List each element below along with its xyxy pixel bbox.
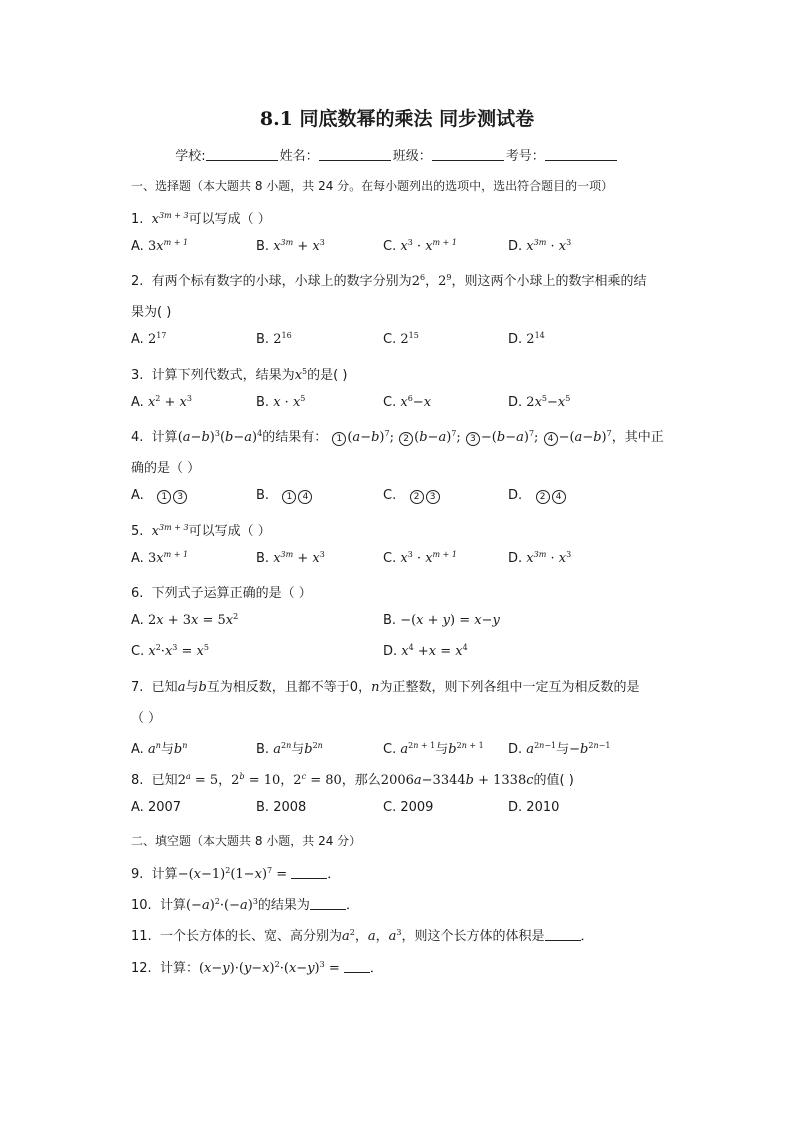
section-choice-header: 一、选择题（本大题共 8 小题，共 24 分。在每小题列出的选项中，选出符合题目的一项） <box>131 179 614 193</box>
q7-option-d[interactable]: D. $a^{2n-1}$与$-b^{2n-1}$ <box>508 741 611 757</box>
q3-option-a[interactable]: A. $x^2 + x^3$ <box>131 394 192 410</box>
question-3: 3. 计算下列代数式，结果为$x^5$的是( ) <box>131 367 348 383</box>
q1-option-d[interactable]: D. $x^{3m} \cdot x^3$ <box>508 238 572 254</box>
q5-option-a[interactable]: A. $3x^{m + 1}$ <box>131 550 189 566</box>
q7-option-b[interactable]: B. $a^{2n}$与$b^{2n}$ <box>256 741 323 757</box>
q8-option-b[interactable]: B. 2008 <box>256 800 307 815</box>
question-8: 8. 已知2$^a$ = 5，2$^b$ = 10，2$^c$ = 80，那么2006a−3344b + 1338c的值( ) <box>131 772 574 788</box>
question-5: 5. $x^{3m + 3}$可以写成（ ） <box>131 523 271 539</box>
q6-option-d[interactable]: D. $x^4 +x = x^4$ <box>383 643 468 659</box>
q5-option-b[interactable]: B. $x^{3m} + x^3$ <box>256 550 325 566</box>
q8-option-a[interactable]: A. 2007 <box>131 800 182 815</box>
q8-option-c[interactable]: C. 2009 <box>383 800 434 815</box>
school-label: 学校: <box>175 149 206 164</box>
q1-option-c[interactable]: C. $x^3 \cdot x^{m + 1}$ <box>383 238 458 254</box>
q2-option-b[interactable]: B. $2^{16}$ <box>256 331 292 347</box>
question-10: 10. 计算$(-a)^2\cdot(-a)^3$的结果为 ． <box>131 897 359 913</box>
question-7-cont: （ ） <box>131 711 162 726</box>
exam-number-blank[interactable] <box>545 147 617 161</box>
q5-option-c[interactable]: C. $x^3 \cdot x^{m + 1}$ <box>383 550 458 566</box>
q2-option-c[interactable]: C. $2^{15}$ <box>383 331 419 347</box>
q6-option-a[interactable]: A. $2x + 3x = 5x^2$ <box>131 612 239 628</box>
student-info-line <box>0 145 794 164</box>
q2-option-d[interactable]: D. $2^{14}$ <box>508 331 545 347</box>
q6-option-c[interactable]: C. $x^2\cdot x^3 = x^5$ <box>131 643 209 659</box>
page-title: 8.1 同底数幂的乘法 同步测试卷 <box>259 108 535 130</box>
q1-option-a[interactable]: A. $3x^{m + 1}$ <box>131 238 189 254</box>
q3-option-d[interactable]: D. $2x^5-x^5$ <box>508 394 571 410</box>
question-2-cont: 果为( ) <box>131 305 172 320</box>
q11-answer-blank[interactable] <box>545 928 581 941</box>
q7-option-a[interactable]: A. $a^n$与$b^n$ <box>131 741 188 757</box>
q2-option-a[interactable]: A. $2^{17}$ <box>131 331 167 347</box>
question-6: 6. 下列式子运算正确的是（ ） <box>131 586 312 601</box>
q7-option-c[interactable]: C. $a^{2n + 1}$与$b^{2n + 1}$ <box>383 741 484 757</box>
q4-option-a[interactable]: A. 1 3 <box>131 488 188 504</box>
q12-answer-blank[interactable] <box>344 960 370 973</box>
school-blank[interactable] <box>206 147 278 161</box>
question-12: 12. 计算：$(x-y)\cdot(y-x)^2\cdot(x-y)^3$ = ． <box>131 960 383 976</box>
question-2: 2. 有两个标有数字的小球，小球上的数字分别为$2^6$，$2^9$，则这两个小球上的数字相乘的结 <box>131 273 647 289</box>
q3-option-c[interactable]: C. $x^6-x$ <box>383 394 432 410</box>
question-7: 7. 已知a与b互为相反数，且都不等于0，n为正整数，则下列各组中一定互为相反数的是 <box>131 680 640 695</box>
q3-option-b[interactable]: B. $x \cdot x^5$ <box>256 394 306 410</box>
question-9: 9. 计算$-(x-1)^2(1-x)^7$ = ． <box>131 866 341 882</box>
q4-option-d[interactable]: D. 2 4 <box>508 488 567 504</box>
question-1: 1. $x^{3m + 3}$可以写成（ ） <box>131 211 271 227</box>
question-4: 4. 计算$(a-b)^3(b-a)^4$的结果有： 1 $(a-b)^7$; 2 $(b-a)^7$; $3 -(b-a)^7$; $4 -(a-b)^7$，其中正 <box>131 429 664 445</box>
name-label: 姓名： <box>279 149 319 164</box>
question-11: 11. 一个长方体的长、宽、高分别为$a^2$，a，$a^3$，则这个长方体的体积是 ． <box>131 928 594 944</box>
question-4-cont: 确的是（ ） <box>131 461 201 476</box>
q5-option-d[interactable]: D. $x^{3m} \cdot x^3$ <box>508 550 572 566</box>
q8-option-d[interactable]: D. 2010 <box>508 800 560 815</box>
name-blank[interactable] <box>319 147 391 161</box>
q4-option-c[interactable]: C. 2 3 <box>383 488 441 504</box>
class-label: 班级： <box>392 149 432 164</box>
q10-answer-blank[interactable] <box>310 897 346 910</box>
section-fill-header: 二、填空题（本大题共 8 小题，共 24 分） <box>131 834 362 848</box>
class-blank[interactable] <box>432 147 504 161</box>
q9-answer-blank[interactable] <box>291 866 327 879</box>
exam-number-label: 考号： <box>505 149 545 164</box>
q1-option-b[interactable]: B. $x^{3m} + x^3$ <box>256 238 325 254</box>
q4-option-b[interactable]: B. 1 4 <box>256 488 313 504</box>
q6-option-b[interactable]: B. −(x + y) = x−y <box>383 613 500 628</box>
